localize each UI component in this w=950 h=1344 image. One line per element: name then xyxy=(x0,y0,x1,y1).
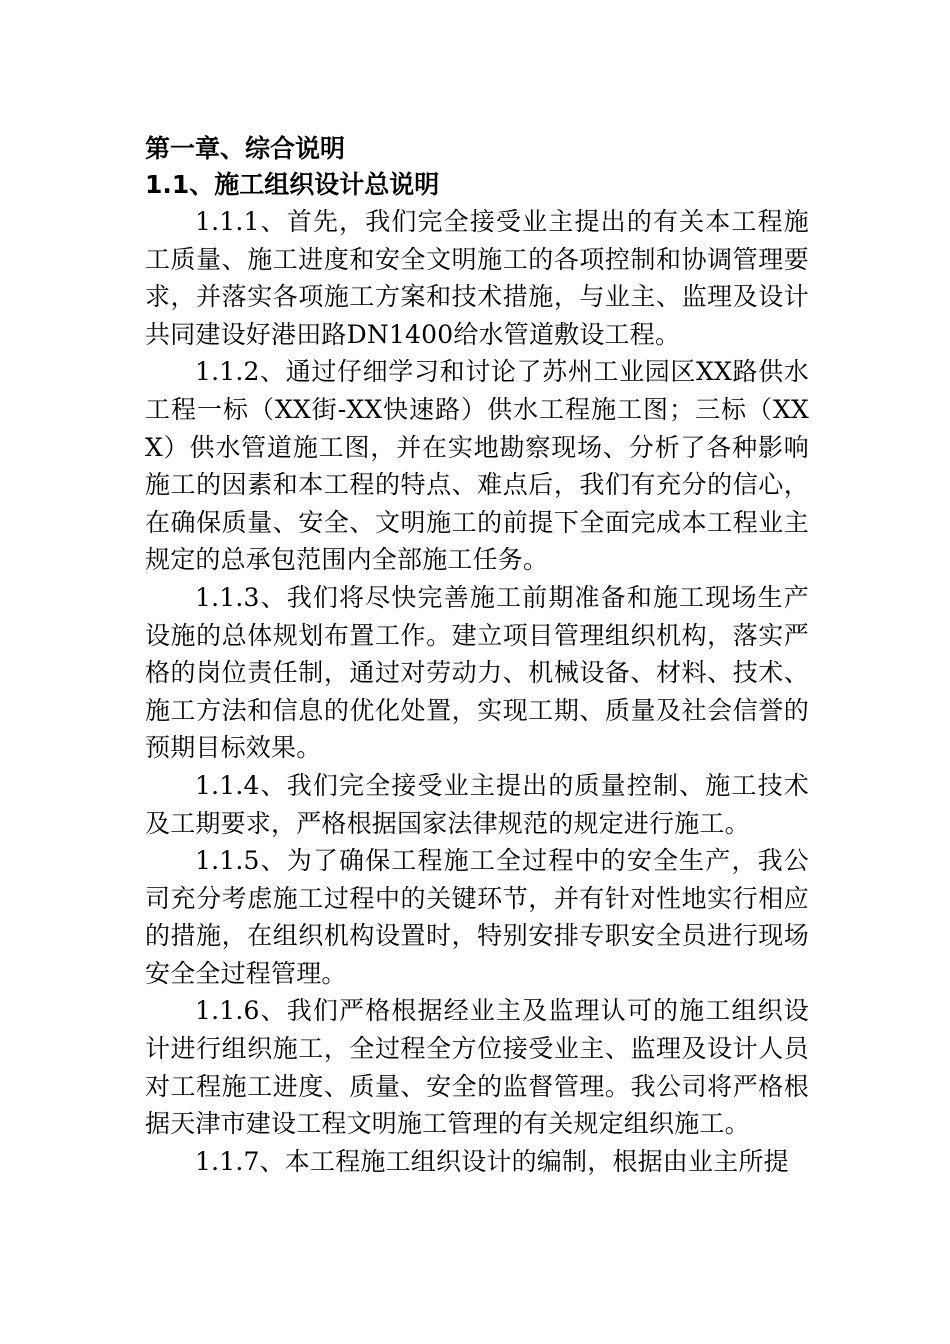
paragraph-1-1-6: 1.1.6、我们严格根据经业主及监理认可的施工组织设计进行组织施工，全过程全方位接受业主、监理及设计人员对工程施工进度、质量、安全的监督管理。我公司将严格根据天津市建设工程文明施工管理的有关规定组织施工。 xyxy=(145,996,809,1139)
paragraph-1-1-2: 1.1.2、通过仔细学习和讨论了苏州工业园区XX路供水工程一标（XX街-XX快速路）供水工程施工图；三标（XXX）供水管道施工图，并在实地勘察现场、分析了各种影响施工的因素和本工程的特点、难点后，我们有充分的信心，在确保质量、安全、文明施工的前提下全面完成本工程业主规定的总承包范围内全部施工任务。 xyxy=(145,357,809,575)
paragraph-1-1-5: 1.1.5、为了确保工程施工全过程中的安全生产，我公司充分考虑施工过程中的关键环节，并有针对性地实行相应的措施，在组织机构设置时，特别安排专职安全员进行现场安全全过程管理。 xyxy=(145,846,809,988)
document-page xyxy=(145,129,809,1180)
paragraph-1-1-1: 1.1.1、首先，我们完全接受业主提出的有关本工程施工质量、施工进度和安全文明施工的各项控制和协调管理要求，并落实各项施工方案和技术措施，与业主、监理及设计共同建设好港田路DN1400给水管道敷设工程。 xyxy=(145,207,809,349)
section-title: 1.1、施工组织设计总说明 xyxy=(145,170,440,199)
paragraph-1-1-4: 1.1.4、我们完全接受业主提出的质量控制、施工技术及工期要求，严格根据国家法律规范的规定进行施工。 xyxy=(145,770,809,838)
paragraph-1-1-3: 1.1.3、我们将尽快完善施工前期准备和施工现场生产设施的总体规划布置工作。建立项目管理组织机构，落实严格的岗位责任制，通过对劳动力、机械设备、材料、技术、施工方法和信息的优化处置，实现工期、质量及社会信誉的预期目标效果。 xyxy=(145,582,809,763)
chapter-title: 第一章、综合说明 xyxy=(145,134,346,163)
paragraph-1-1-7: 1.1.7、本工程施工组织设计的编制，根据由业主所提 xyxy=(195,1146,789,1176)
